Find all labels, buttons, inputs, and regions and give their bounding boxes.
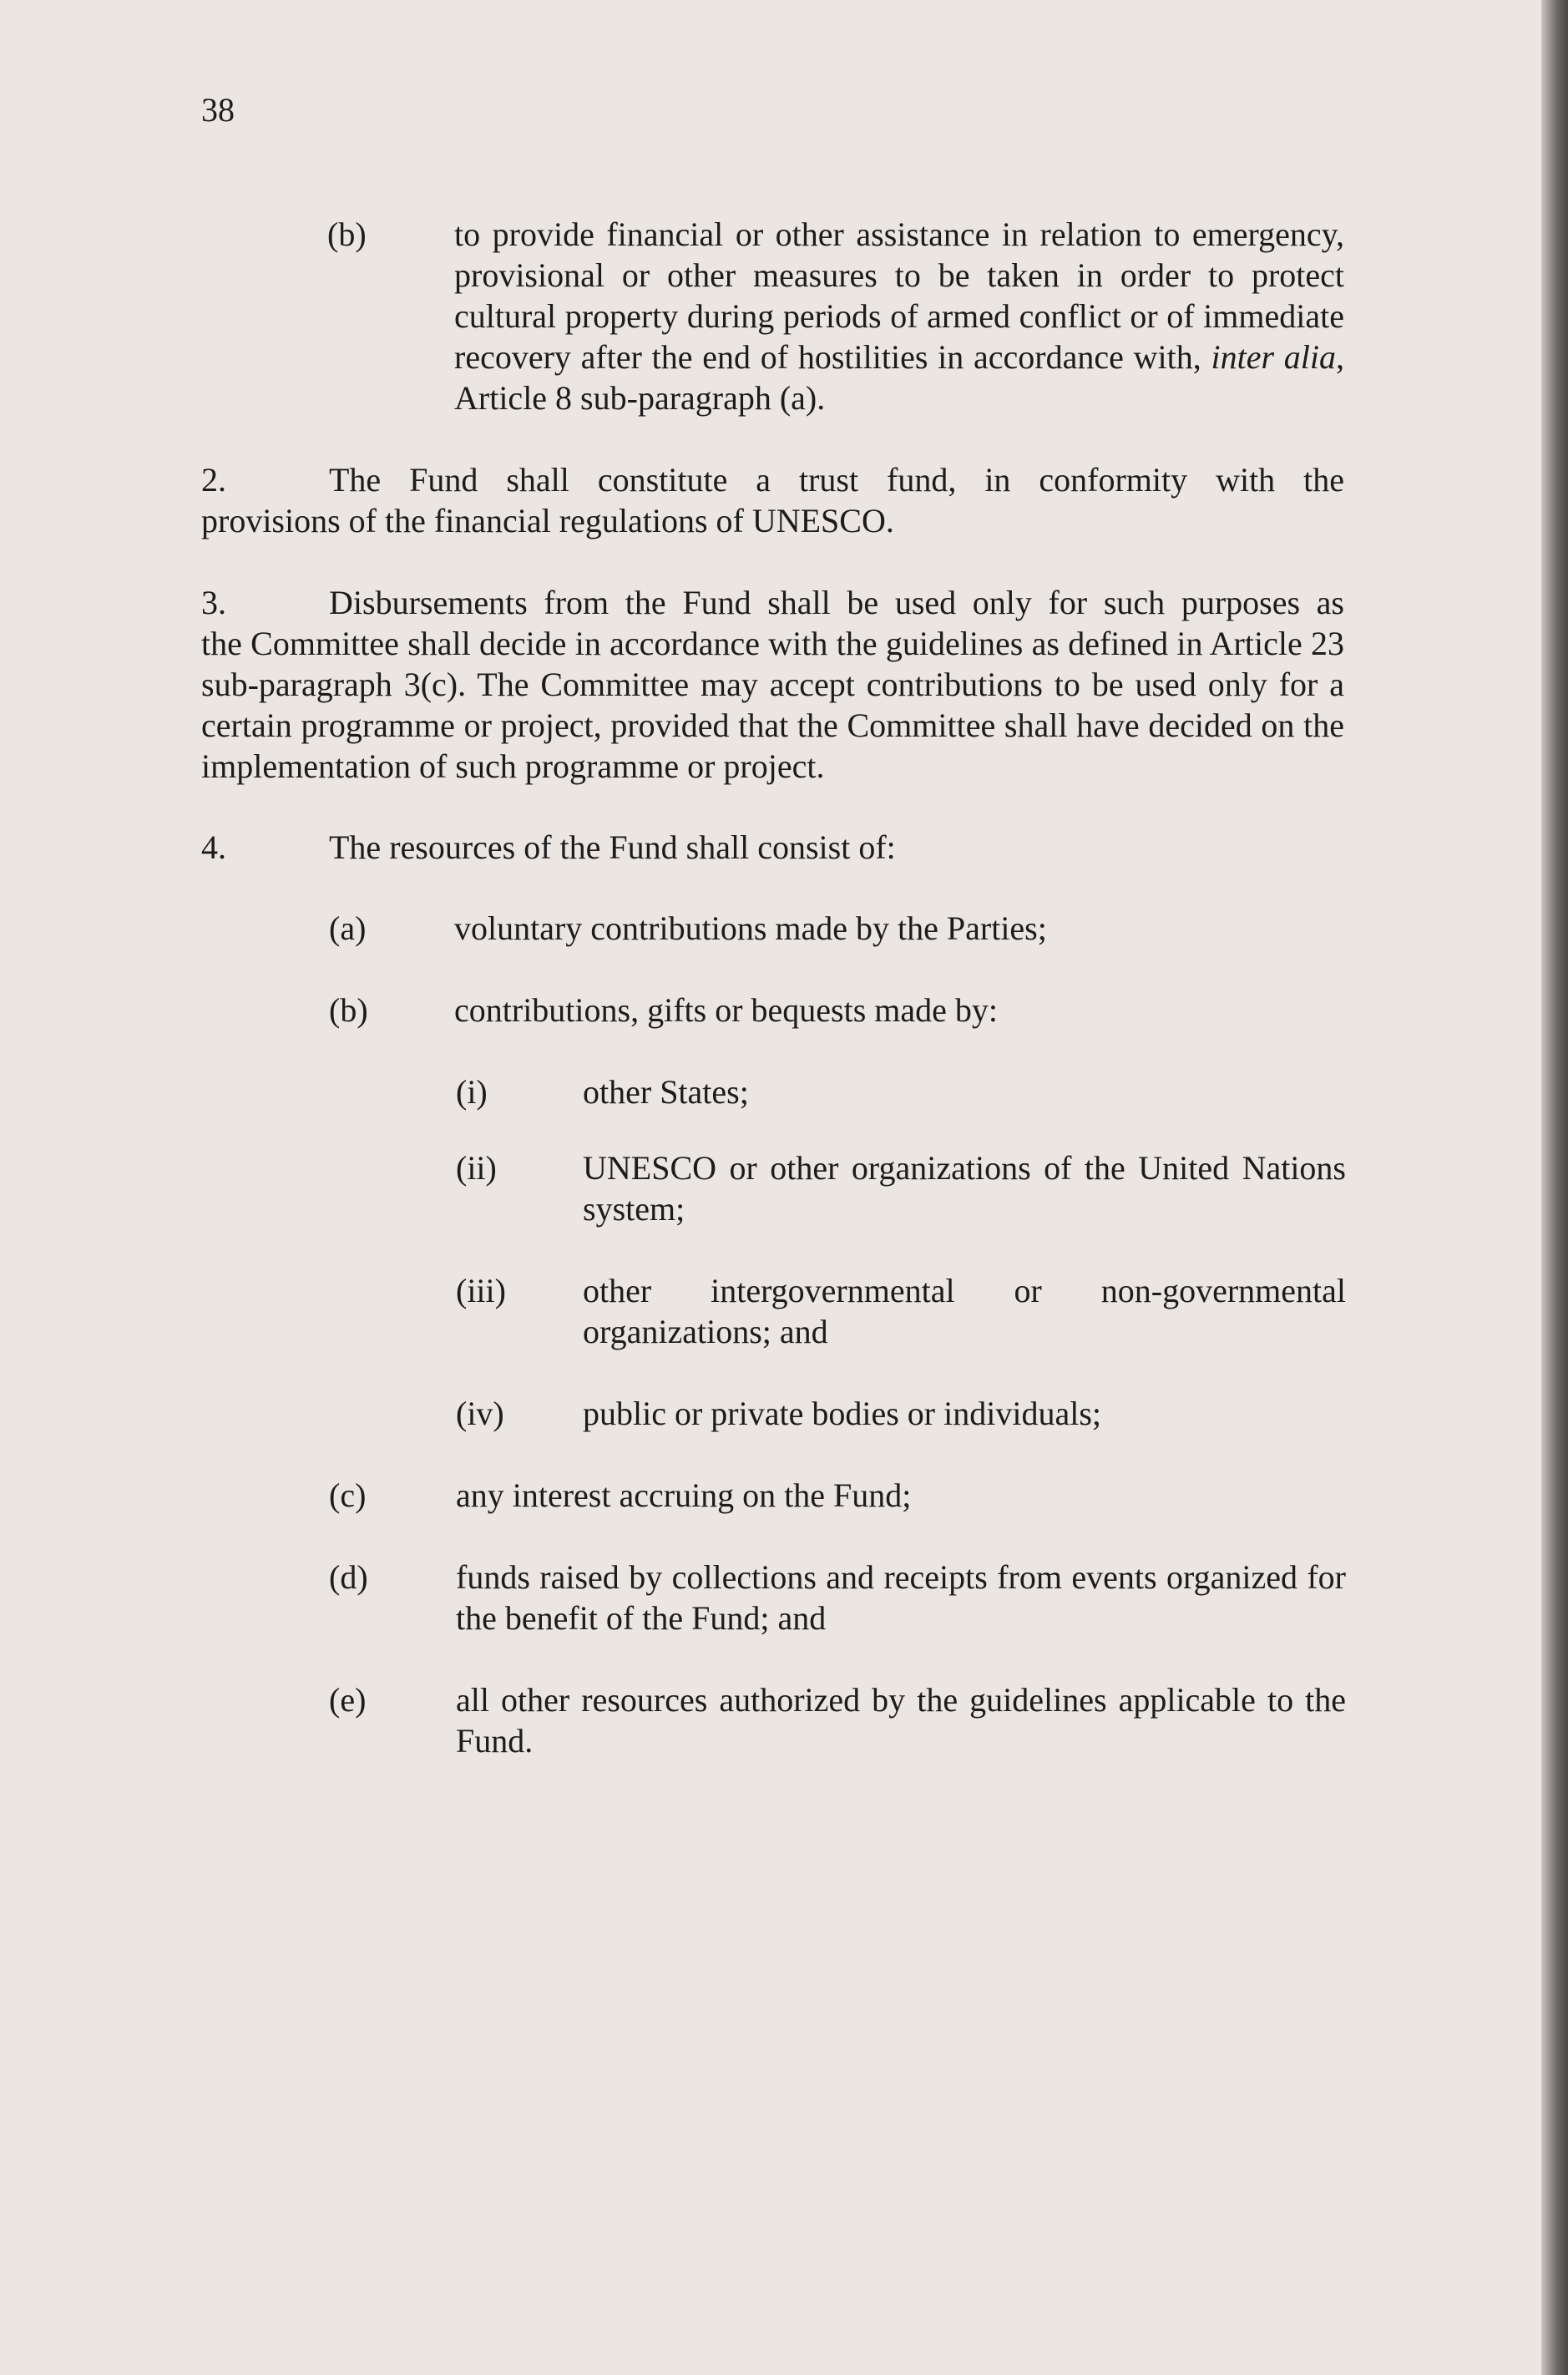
item-b-text-before: to provide financial or other assistance in relation to emergency, provisional or other measures to be taken in order to protect cultural property during periods of armed conflict or of immediate recovery after the end of hostilities in accordance with, [454, 215, 1344, 376]
page-edge-shadow [1541, 0, 1568, 2375]
list-b-iv-label: (iv) [456, 1395, 504, 1432]
para-4-number: 4. [201, 828, 226, 866]
list-e-label: (e) [329, 1681, 367, 1719]
list-e-text: all other resources authorized by the guidelines applicable to the Fund. [456, 1681, 1346, 1760]
list-b-text: contributions, gifts or bequests made by: [454, 991, 999, 1029]
para-3-rest: the Committee shall decide in accordance with the guidelines as defined in Article 23 sub-paragraph 3(c). The Committee may accept contributions to be used only for a certain programme or project, provided that the Committee shall have decided on the implementation of such programme or project. [201, 625, 1344, 785]
para-2-number: 2. [201, 461, 226, 499]
list-a-label: (a) [329, 909, 367, 947]
list-b-i-label: (i) [456, 1073, 488, 1111]
list-c-label: (c) [329, 1476, 367, 1514]
list-d-text: funds raised by collections and receipts from events organized for the benefit of the Fund; and [456, 1558, 1346, 1637]
list-b-i-text: other States; [583, 1073, 749, 1111]
para-2-first-line: The Fund shall constitute a trust fund, in conformity with the [329, 461, 1344, 499]
list-b-ii-label: (ii) [456, 1149, 497, 1187]
list-b-iii-text: other intergovernmental or non-governmental organizations; and [583, 1272, 1346, 1350]
list-b-iv-text: public or private bodies or individuals; [583, 1395, 1101, 1432]
list-b-label: (b) [329, 991, 368, 1029]
list-b-ii-text: UNESCO or other organizations of the United Nations system; [583, 1149, 1346, 1228]
item-b-text-italic: inter alia [1211, 338, 1336, 376]
list-c-text: any interest accruing on the Fund; [456, 1476, 912, 1514]
para-3-first-line: Disbursements from the Fund shall be used only for such purposes as [329, 584, 1344, 621]
para-3-number: 3. [201, 584, 226, 621]
para-2-rest: provisions of the financial regulations of UNESCO. [201, 502, 894, 539]
para-4-text: The resources of the Fund shall consist of: [329, 828, 896, 866]
page-number: 38 [201, 91, 235, 129]
list-b-iii-label: (iii) [456, 1272, 506, 1309]
item-b-text [454, 214, 1344, 418]
list-a-text: voluntary contributions made by the Parties; [454, 909, 1047, 947]
item-b-text-after: , Article 8 sub-paragraph (a). [454, 338, 1344, 417]
item-b-label: (b) [327, 215, 367, 253]
list-d-label: (d) [329, 1558, 368, 1596]
